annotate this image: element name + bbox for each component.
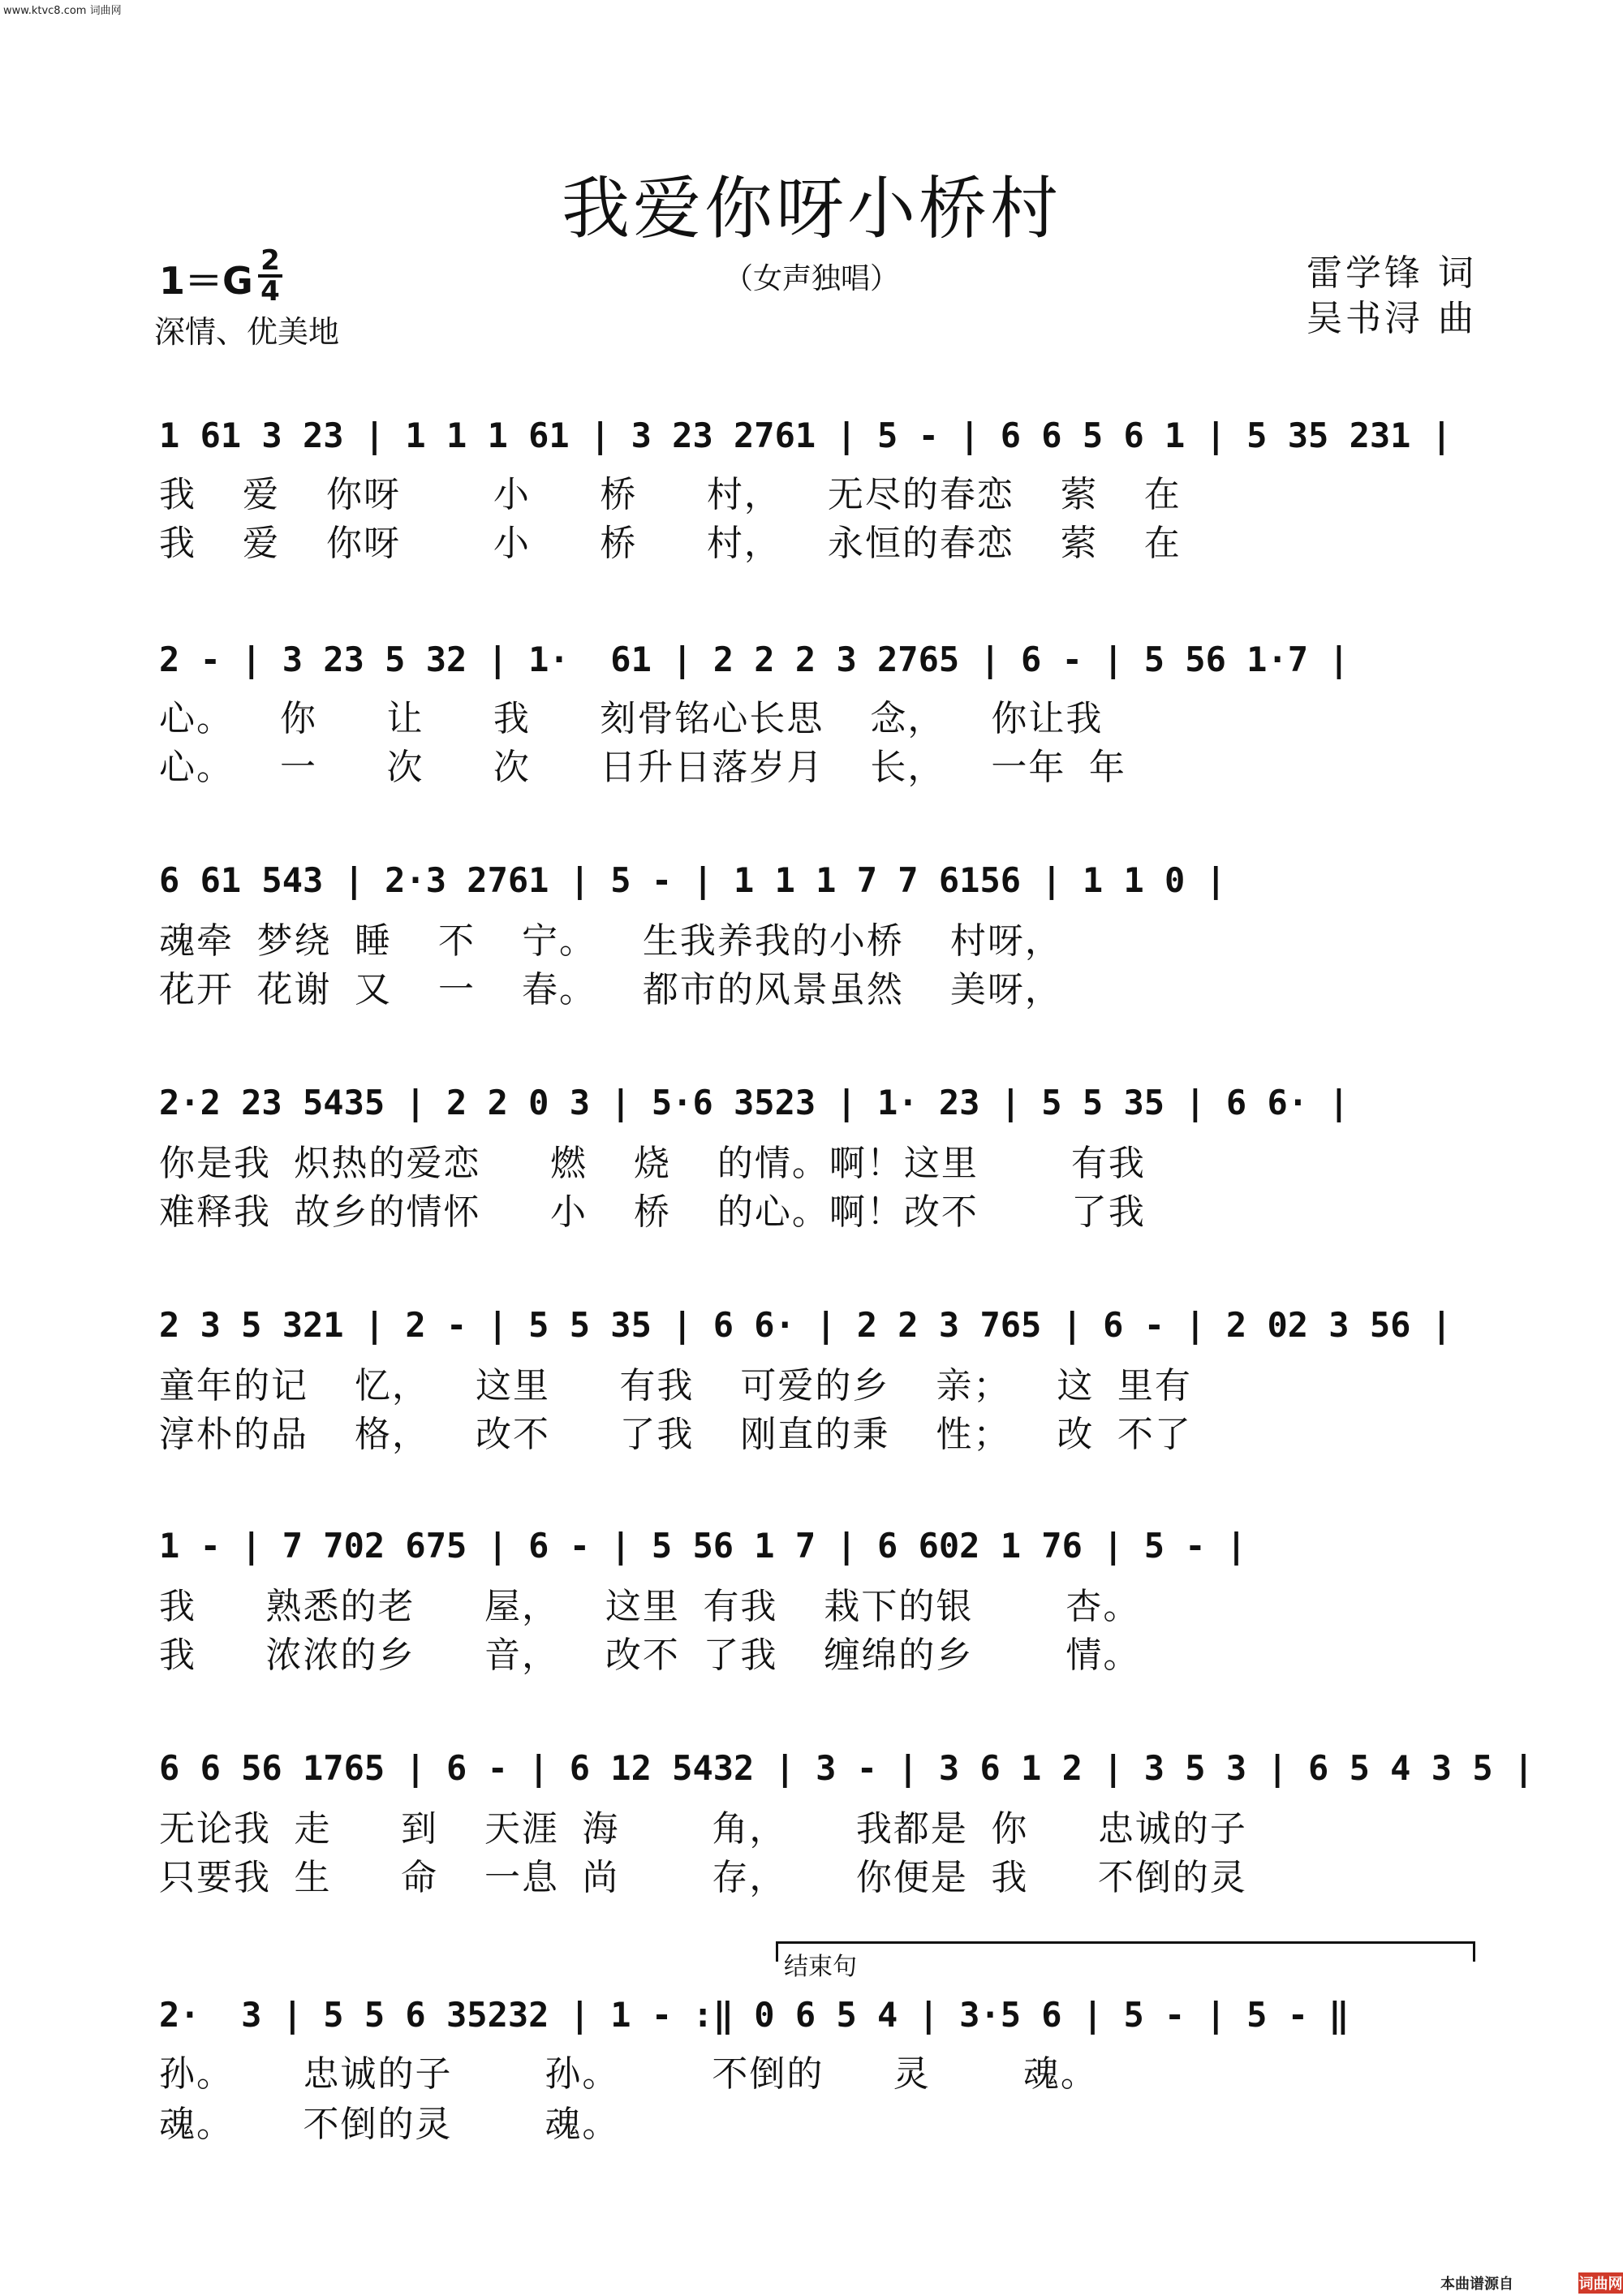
tempo-marking: 深情、优美地 [154,314,340,350]
lyric-line-5-verse-2: 淳朴的品 格， 改不 了我 刚直的秉 性； 改 不了 [159,1414,1192,1455]
time-signature-top: 2 [260,244,280,277]
composer-credit: 吴书浔 曲 [1307,298,1477,339]
ending-bracket [776,1941,1475,1962]
lyric-line-8-verse-1: 孙。 忠诚的子 孙。 不倒的 灵 魂。 [159,2053,1098,2095]
lyric-line-6-verse-1: 我 熟悉的老 屋， 这里 有我 栽下的银 杏。 [159,1586,1141,1627]
time-signature [256,244,284,308]
lyric-line-7-verse-1: 无论我 走 到 天涯 海 角， 我都是 你 忠诚的子 [159,1808,1247,1850]
time-signature-bottom: 4 [260,275,280,308]
lyric-line-3-verse-1: 魂牵 梦绕 睡 不 宁。 生我养我的小桥 村呀， [159,920,1062,962]
song-title: 我爱你呀小桥村 [561,169,1061,248]
notation-line-8: 2· 3 | 5 5 6 35232 | 1 - :‖ 0 6 5 4 | 3·5 6 | 5 - | 5 - ‖ [159,1995,1350,2035]
notation-line-2: 2 - | 3 23 5 32 | 1· 61 | 2 2 2 3 2765 | 6 - | 5 56 1·7 | [159,640,1350,679]
lyricist-credit: 雷学锋 词 [1307,252,1477,294]
lyric-line-8-verse-2: 魂。 不倒的灵 魂。 [159,2104,620,2145]
footer-site-badge[interactable]: 词曲网 [1578,2272,1623,2294]
key-signature: 1＝G [159,259,253,303]
lyric-line-2-verse-1: 心。 你 让 我 刻骨铭心长思 念， 你让我 [159,698,1104,739]
lyric-line-6-verse-2: 我 浓浓的乡 音， 改不 了我 缠绵的乡 情。 [159,1635,1141,1676]
lyric-line-4-verse-2: 难释我 故乡的情怀 小 桥 的心。啊！改不 了我 [159,1191,1146,1233]
footer-source-text: 本曲谱源自 [1440,2276,1513,2293]
notation-line-5: 2 3 5 321 | 2 - | 5 5 35 | 6 6· | 2 2 3 765 | 6 - | 2 02 3 56 | [159,1305,1453,1345]
lyric-line-5-verse-1: 童年的记 忆， 这里 有我 可爱的乡 亲； 这 里有 [159,1365,1192,1406]
notation-line-6: 1 - | 7 702 675 | 6 - | 5 56 1 7 | 6 602 1 76 | 5 - | [159,1526,1247,1566]
song-subtitle: （女声独唱） [723,262,899,295]
ending-label: 结束句 [784,1953,857,1981]
lyric-line-1-verse-2: 我 爱 你呀 小 桥 村， 永恒的春恋 萦 在 [159,523,1182,564]
lyric-line-4-verse-1: 你是我 炽热的爱恋 燃 烧 的情。啊！这里 有我 [159,1143,1146,1184]
watermark-text: www.ktvc8.com 词曲网 [3,5,122,17]
lyric-line-1-verse-1: 我 爱 你呀 小 桥 村， 无尽的春恋 萦 在 [159,474,1182,515]
lyric-line-7-verse-2: 只要我 生 命 一息 尚 存， 你便是 我 不倒的灵 [159,1857,1247,1898]
notation-line-7: 6 6 56 1765 | 6 - | 6 12 5432 | 3 - | 3 6 1 2 | 3 5 3 | 6 5 4 3 5 | [159,1748,1535,1788]
notation-line-1: 1 61 3 23 | 1 1 1 61 | 3 23 2761 | 5 - | 6 6 5 6 1 | 5 35 231 | [159,416,1453,455]
notation-line-4: 2·2 23 5435 | 2 2 0 3 | 5·6 3523 | 1· 23 | 5 5 35 | 6 6· | [159,1083,1350,1122]
lyric-line-2-verse-2: 心。 一 次 次 日升日落岁月 长， 一年 年 [159,747,1126,788]
notation-line-3: 6 61 543 | 2·3 2761 | 5 - | 1 1 1 7 7 6156 | 1 1 0 | [159,860,1226,900]
lyric-line-3-verse-2: 花开 花谢 又 一 春。 都市的风景虽然 美呀， [159,969,1062,1010]
